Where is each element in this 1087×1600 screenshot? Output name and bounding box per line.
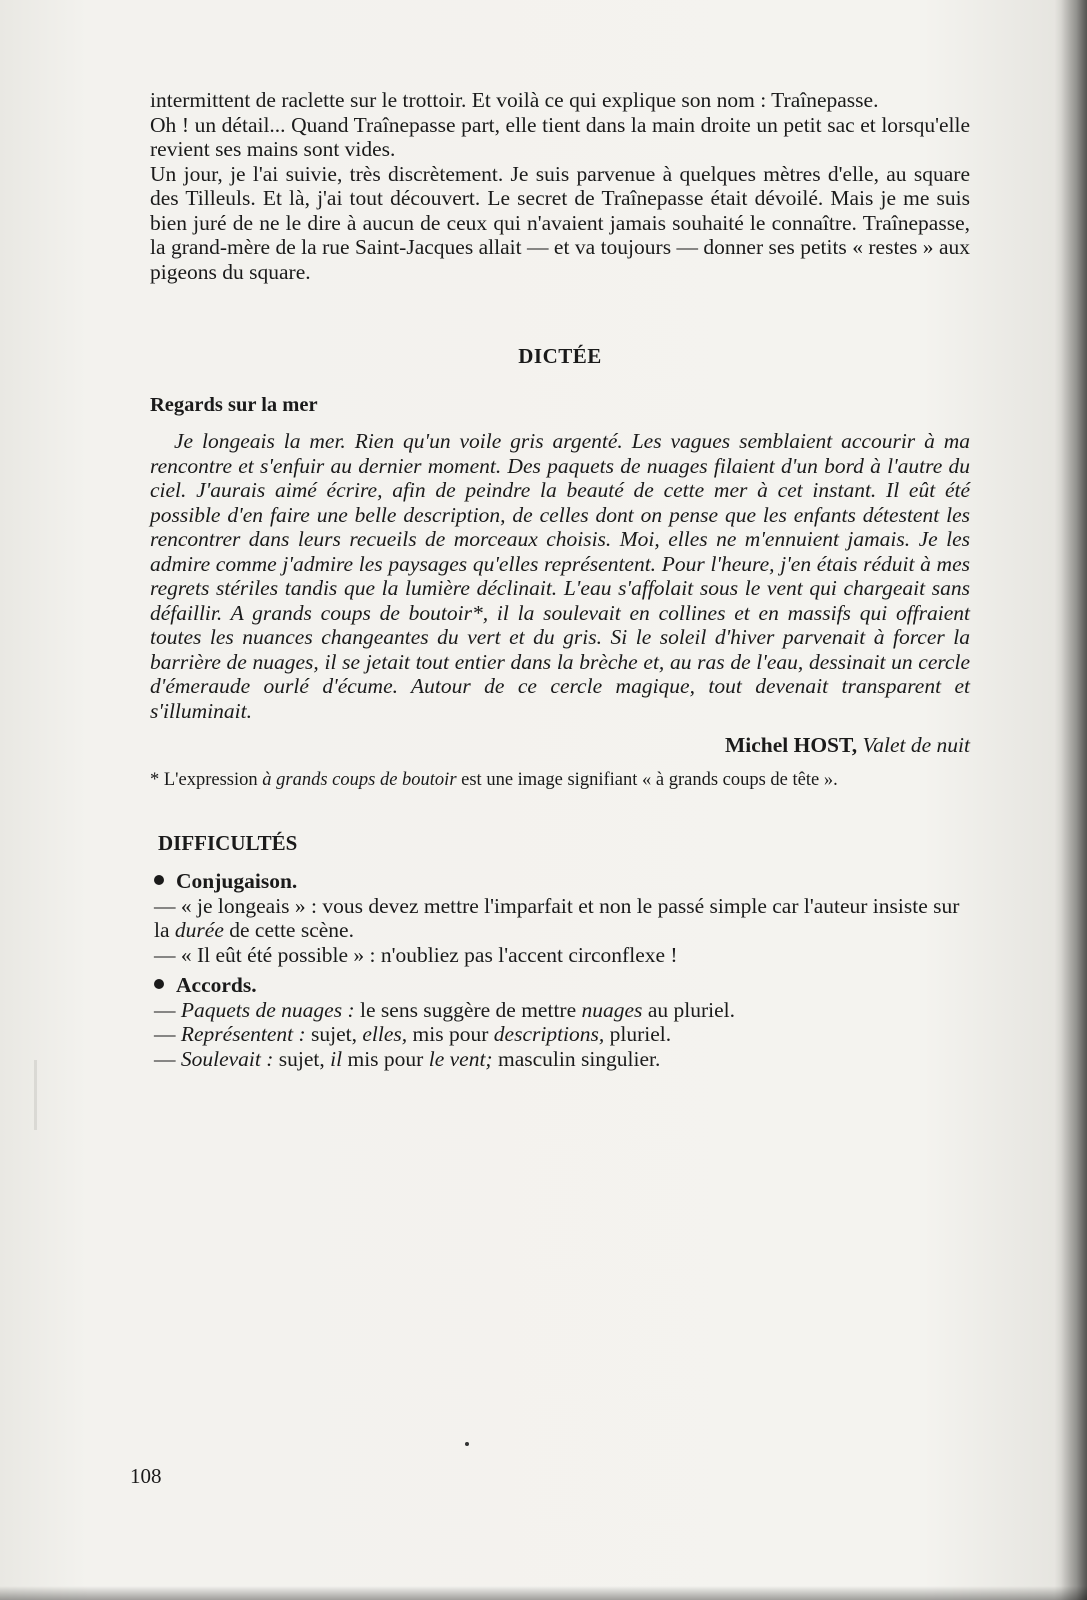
conjugaison-line-1 <box>154 894 970 943</box>
conjugaison-line-1-c: de cette scène. <box>223 918 354 942</box>
dash: — <box>154 1022 181 1046</box>
paper-speck <box>465 1442 469 1446</box>
page-edge-shadow <box>1061 0 1087 1600</box>
footnote <box>150 770 970 791</box>
conjugaison-line-1-a: — « je longeais » : vous devez mettre l'imparfait et non le passé simple car l'auteur insiste sur la <box>154 893 960 942</box>
accords-line-2-e: descriptions, <box>493 1022 605 1046</box>
accords-line-3-d: mis pour <box>342 1046 429 1071</box>
dictation-subtitle: Regards sur la mer <box>150 393 318 416</box>
attribution <box>150 733 970 758</box>
work-title: Valet de nuit <box>862 733 970 757</box>
intro-text <box>150 88 970 284</box>
conjugaison-line-2: — « Il eût été possible » : n'oubliez pas l'accent circonflexe ! <box>154 942 678 967</box>
accords-line-2-b: sujet, <box>305 1022 363 1046</box>
conjugaison-line-1-b: durée <box>174 918 224 942</box>
accords-line-1-d: au pluriel. <box>642 997 735 1022</box>
footnote-suffix: est une image signifiant « à grands coups de tête ». <box>456 769 838 790</box>
accords-line-1-a: Paquets de nuages : <box>180 997 355 1022</box>
page-number: 108 <box>130 1464 162 1488</box>
page-bottom-edge <box>0 1586 1087 1600</box>
accords-line-2-d: mis pour <box>407 1022 494 1046</box>
accords-line-3-c: il <box>330 1046 343 1071</box>
conjugaison-heading <box>154 869 970 894</box>
accords-line-2-a: Représentent : <box>180 1022 306 1046</box>
accords-heading <box>154 973 970 998</box>
accords-line-2-f: pluriel. <box>604 1022 672 1046</box>
conjugaison-label: Conjugaison. <box>176 869 298 893</box>
accords-line-1-c: nuages <box>581 997 643 1022</box>
dash: — <box>154 1046 181 1071</box>
dictation-title: DICTÉE <box>518 344 602 368</box>
accords-line-3-e: le vent; <box>428 1046 493 1071</box>
page-content <box>150 88 970 1071</box>
accords-line-1-b: le sens suggère de mettre <box>354 997 582 1022</box>
bullet-icon <box>154 979 164 989</box>
accords-line-3-b: sujet, <box>273 1046 331 1071</box>
accords-line-1 <box>154 998 970 1023</box>
accords-line-3 <box>154 1047 970 1072</box>
footnote-prefix: * L'expression <box>150 769 263 790</box>
difficulties-title: DIFFICULTÉS <box>158 830 298 855</box>
margin-mark <box>34 1060 37 1130</box>
accords-line-2 <box>154 1022 970 1047</box>
intro-paragraph-2: Oh ! un détail... Quand Traînepasse part, elle tient dans la main droite un petit sac et lorsqu'elle revient ses mains sont vides. <box>150 112 970 161</box>
dash: — <box>154 997 181 1022</box>
bullet-icon <box>154 875 164 885</box>
accords-line-2-c: elles, <box>362 1022 408 1046</box>
accords-label: Accords. <box>176 973 257 997</box>
dictation-text: Je longeais la mer. Rien qu'un voile gris argenté. Les vagues semblaient accourir à ma rencontre et s'enfuir au dernier moment. Des paquets de nuages filaient d'un bord à l'autre du ciel. J'aurais aimé écrire, afin de peindre la beauté de cette mer à cet instant. Il eût été possible d'en faire une belle description, de celles dont on pense que les enfants détestent les rencontrer dans leurs recueils de morceaux choisis. Moi, elles ne m'ennuient jamais. Je les admire comme j'admire les paysages qu'elles représentent. Pour l'heure, j'en étais réduit à mes regrets stériles tandis que la lumière déclinait. L'eau s'affolait sous le vent qui chargeait sans défaillir. A grands coups de boutoir*, il la soulevait en collines et en massifs qui offraient toutes les nuances changeantes du vert et du gris. Si le soleil d'hiver parvenait à forcer la barrière de nuages, il se jetait tout entier dans la brèche et, au ras de l'eau, dessinait un cercle d'émeraude ourlé d'écume. Autour de ce cercle magique, tout devenait transparent et s'illuminait. <box>150 429 970 723</box>
accords-line-3-a: Soulevait : <box>180 1046 274 1071</box>
author-name: Michel HOST, <box>724 733 858 757</box>
intro-paragraph-3: Un jour, je l'ai suivie, très discrètement. Je suis parvenue à quelques mètres d'elle, au square des Tilleuls. Et là, j'ai tout découvert. Le secret de Traînepasse était dévoilé. Mais je me suis bien juré de ne le dire à aucun de ceux qui n'avaient jamais souhaité le connaître. Traînepasse, la grand-mère de la rue Saint-Jacques allait — et va toujours — donner ses petits « restes » aux pigeons du square. <box>150 161 970 284</box>
intro-paragraph-1: intermittent de raclette sur le trottoir. Et voilà ce qui explique son nom : Traînepasse. <box>150 88 879 112</box>
accords-line-3-f: masculin singulier. <box>492 1046 661 1071</box>
footnote-expression: à grands coups de boutoir <box>262 769 457 790</box>
